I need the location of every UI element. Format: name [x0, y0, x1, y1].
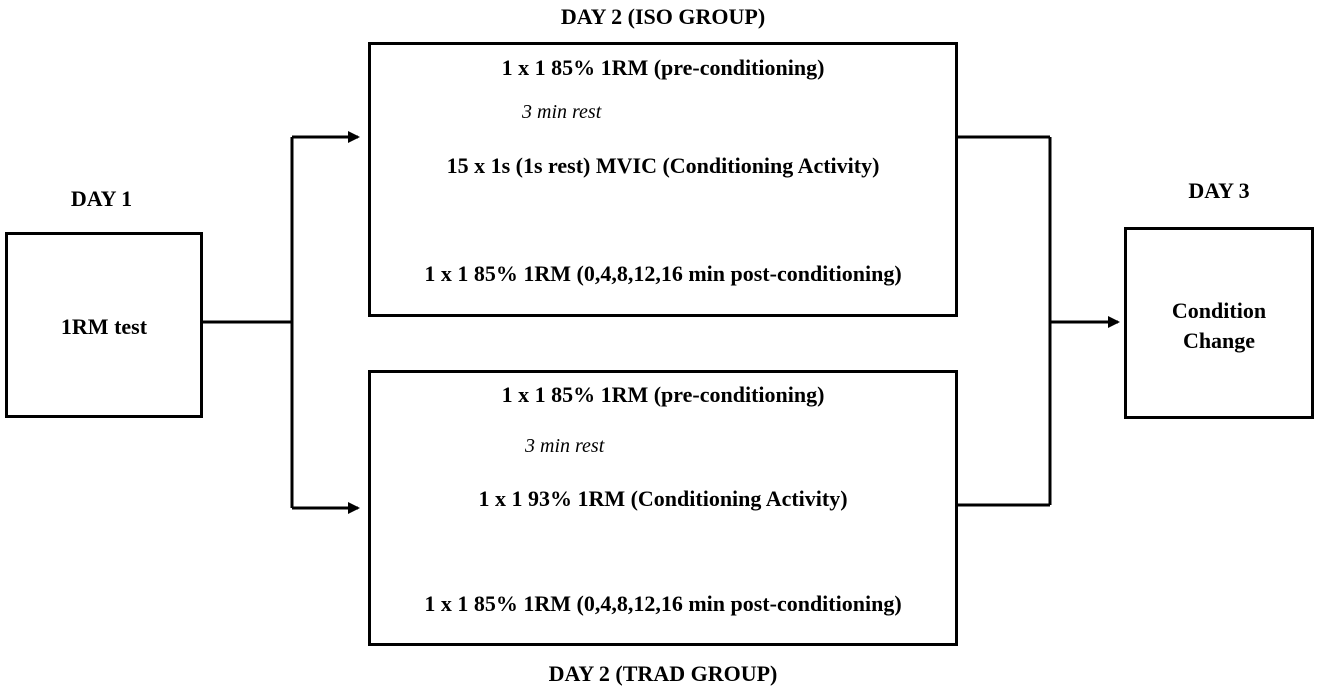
iso-rest-label: 3 min rest: [522, 101, 602, 123]
day1-box-text: 1RM test: [60, 314, 148, 339]
day1-heading: DAY 1: [70, 186, 133, 211]
iso-step1: 1 x 1 85% 1RM (pre-conditioning): [501, 55, 825, 80]
iso-heading: DAY 2 (ISO GROUP): [560, 4, 766, 29]
trad-step3: 1 x 1 85% 1RM (0,4,8,12,16 min post-conditioning): [424, 591, 902, 616]
day3-line2: Change: [1182, 328, 1256, 353]
trad-heading: DAY 2 (TRAD GROUP): [548, 661, 778, 686]
day3-line1: Condition: [1171, 298, 1267, 323]
trad-step2: 1 x 1 93% 1RM (Conditioning Activity): [478, 486, 848, 511]
trad-step1: 1 x 1 85% 1RM (pre-conditioning): [501, 382, 825, 407]
day3-box: [1124, 227, 1314, 419]
iso-step2: 15 x 1s (1s rest) MVIC (Conditioning Activity): [446, 153, 880, 178]
iso-step3: 1 x 1 85% 1RM (0,4,8,12,16 min post-conditioning): [424, 261, 902, 286]
day3-heading: DAY 3: [1188, 178, 1250, 203]
trad-rest-label: 3 min rest: [525, 435, 605, 457]
